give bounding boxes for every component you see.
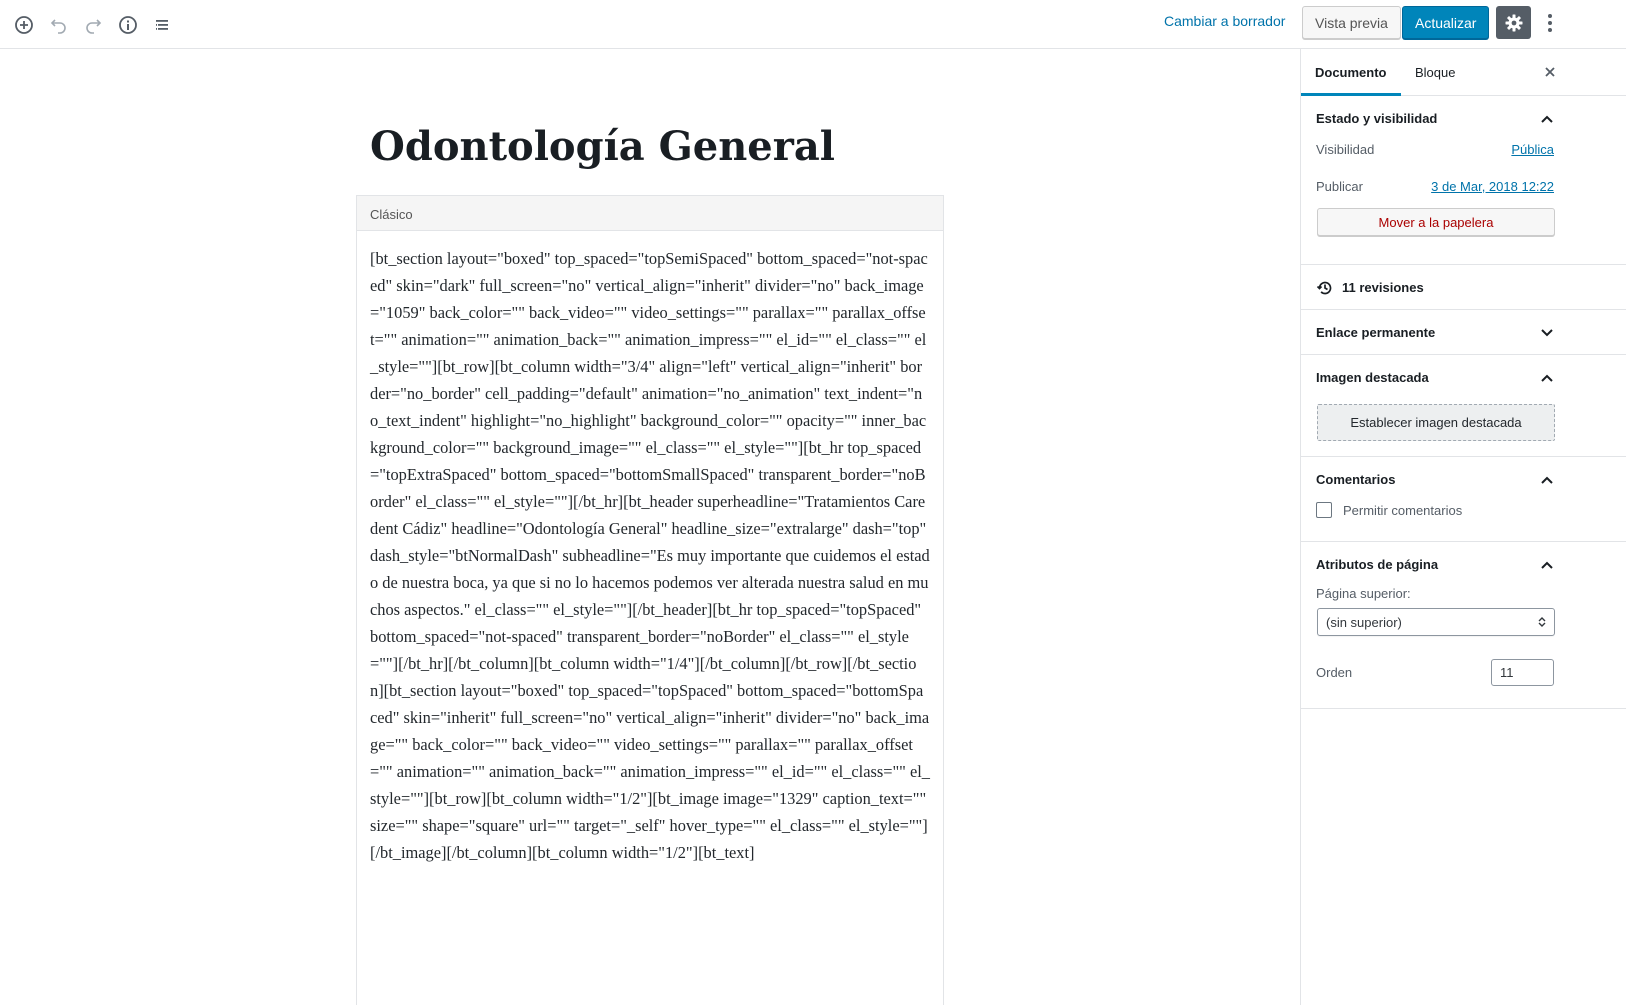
tab-document[interactable]: Documento — [1301, 49, 1401, 96]
redo-icon — [83, 15, 103, 35]
list-outline-icon — [153, 15, 173, 35]
block-navigation-button[interactable] — [146, 8, 180, 42]
post-title[interactable]: Odontología General — [370, 123, 835, 170]
chevron-up-icon — [1540, 112, 1554, 126]
visibility-label: Visibilidad — [1316, 141, 1375, 157]
permalink-panel — [1301, 310, 1626, 355]
visibility-row — [1301, 135, 1569, 163]
classic-block-toolbar-label: Clásico — [357, 196, 943, 231]
featured-image-panel — [1301, 355, 1626, 457]
close-sidebar-button[interactable] — [1541, 63, 1559, 81]
allow-comments-checkbox[interactable] — [1316, 502, 1332, 518]
add-block-button[interactable] — [7, 8, 41, 42]
permalink-toggle[interactable] — [1301, 310, 1569, 355]
switch-to-draft-button[interactable]: Cambiar a borrador — [1164, 13, 1286, 29]
revisions-link[interactable] — [1301, 265, 1569, 310]
visibility-link[interactable]: Pública — [1511, 141, 1554, 157]
content-info-button[interactable] — [111, 8, 145, 42]
panel-title: Atributos de página — [1316, 557, 1439, 572]
status-visibility-panel — [1301, 96, 1626, 265]
page-attributes-panel — [1301, 542, 1626, 709]
redo-button[interactable] — [76, 8, 110, 42]
chevron-up-icon — [1540, 558, 1554, 572]
chevron-up-icon — [1540, 371, 1554, 385]
undo-button[interactable] — [42, 8, 76, 42]
chevron-up-icon — [1540, 473, 1554, 487]
parent-page-label: Página superior: — [1316, 585, 1411, 601]
editor-canvas — [0, 49, 1300, 1005]
allow-comments-label[interactable]: Permitir comentarios — [1343, 502, 1463, 518]
parent-page-value: (sin superior) — [1326, 614, 1402, 630]
preview-button[interactable]: Vista previa — [1302, 6, 1401, 39]
order-row — [1301, 656, 1569, 688]
settings-button[interactable] — [1496, 6, 1531, 39]
panel-title: Comentarios — [1316, 472, 1396, 487]
more-tools-button[interactable] — [1538, 8, 1562, 38]
order-label: Orden — [1316, 664, 1353, 680]
select-arrows-icon — [1538, 616, 1546, 628]
history-icon — [1316, 279, 1334, 297]
page-attributes-toggle[interactable] — [1301, 542, 1569, 587]
order-input[interactable]: 11 — [1491, 659, 1554, 686]
panel-title: Imagen destacada — [1316, 370, 1429, 385]
undo-icon — [49, 15, 69, 35]
gear-icon — [1504, 13, 1524, 33]
classic-block[interactable] — [356, 195, 944, 1005]
publish-row — [1301, 172, 1569, 200]
close-icon — [1544, 66, 1556, 78]
chevron-down-icon — [1540, 326, 1554, 340]
info-icon — [118, 15, 138, 35]
sidebar-tabs — [1301, 49, 1626, 96]
publish-label: Publicar — [1316, 178, 1363, 194]
tab-block[interactable]: Bloque — [1415, 65, 1456, 80]
parent-page-select[interactable] — [1317, 608, 1555, 636]
panel-title: Estado y visibilidad — [1316, 111, 1438, 126]
publish-date-link[interactable]: 3 de Mar, 2018 12:22 — [1431, 178, 1554, 194]
panel-title: Enlace permanente — [1316, 325, 1436, 340]
revisions-panel[interactable] — [1301, 265, 1626, 310]
update-button[interactable]: Actualizar — [1402, 6, 1489, 39]
parent-page-row — [1301, 583, 1569, 603]
plus-circle-icon — [14, 15, 34, 35]
settings-sidebar — [1300, 49, 1626, 1005]
featured-image-toggle[interactable] — [1301, 355, 1569, 400]
set-featured-image-button[interactable]: Establecer imagen destacada — [1317, 404, 1555, 441]
classic-block-content[interactable]: [bt_section layout="boxed" top_spaced="topSemiSpaced" bottom_spaced="not-spaced" skin="dark" full_screen="no" vertical_align="inherit" divider="no" back_image="1059" back_color="" back_video="" video_settings="" parallax="" parallax_offset="" animation="" animation_back="" animation_impress="" el_id="" el_class="" el_style=""][bt_row][bt_column width="3/4" align="left" vertical_align="inherit" border="no_border" cell_padding="default" animation="no_animation" text_indent="no_text_indent" highlight="no_highlight" background_color="" opacity="" inner_background_color="" background_image="" el_class="" el_style=""][bt_hr top_spaced="topExtraSpaced" bottom_spaced="bottomSmallSpaced" transparent_border="noBorder" el_class="" el_style=""][/bt_hr][bt_header superheadline="Tratamientos Caredent Cádiz" headline="Odontología General" headline_size="extralarge" dash="top" dash_style="btNormalDash" subheadline="Es muy importante que cuidemos el estado de nuestra boca, ya que si no lo hacemos podemos ver alterada nuestra salud en muchos aspectos." el_class="" el_style=""][/bt_header][bt_hr top_spaced="topSpaced" bottom_spaced="not-spaced" transparent_border="noBorder" el_class="" el_style=""][/bt_hr][/bt_column][bt_column width="1/4"][/bt_column][/bt_row][/bt_section][bt_section layout="boxed" top_spaced="topSpaced" bottom_spaced="bottomSpaced" skin="inherit" full_screen="no" vertical_align="inherit" divider="no" back_image="" back_color="" back_video="" video_settings="" parallax="" parallax_offset="" animation="" animation_back="" animation_impress="" el_id="" el_class="" el_style=""][bt_row][bt_column width="1/2"][bt_image image="1329" caption_text="" size="" shape="square" url="" target="_self" hover_type="" el_class="" el_style=""][/bt_image][/bt_column][bt_column width="1/2"][bt_text] — [370, 249, 930, 862]
editor-header — [0, 0, 1626, 49]
move-to-trash-button[interactable]: Mover a la papelera — [1317, 208, 1555, 236]
more-vertical-icon — [1547, 13, 1553, 33]
allow-comments-row — [1301, 496, 1569, 524]
comments-panel — [1301, 457, 1626, 542]
revisions-label: 11 revisiones — [1342, 280, 1424, 295]
